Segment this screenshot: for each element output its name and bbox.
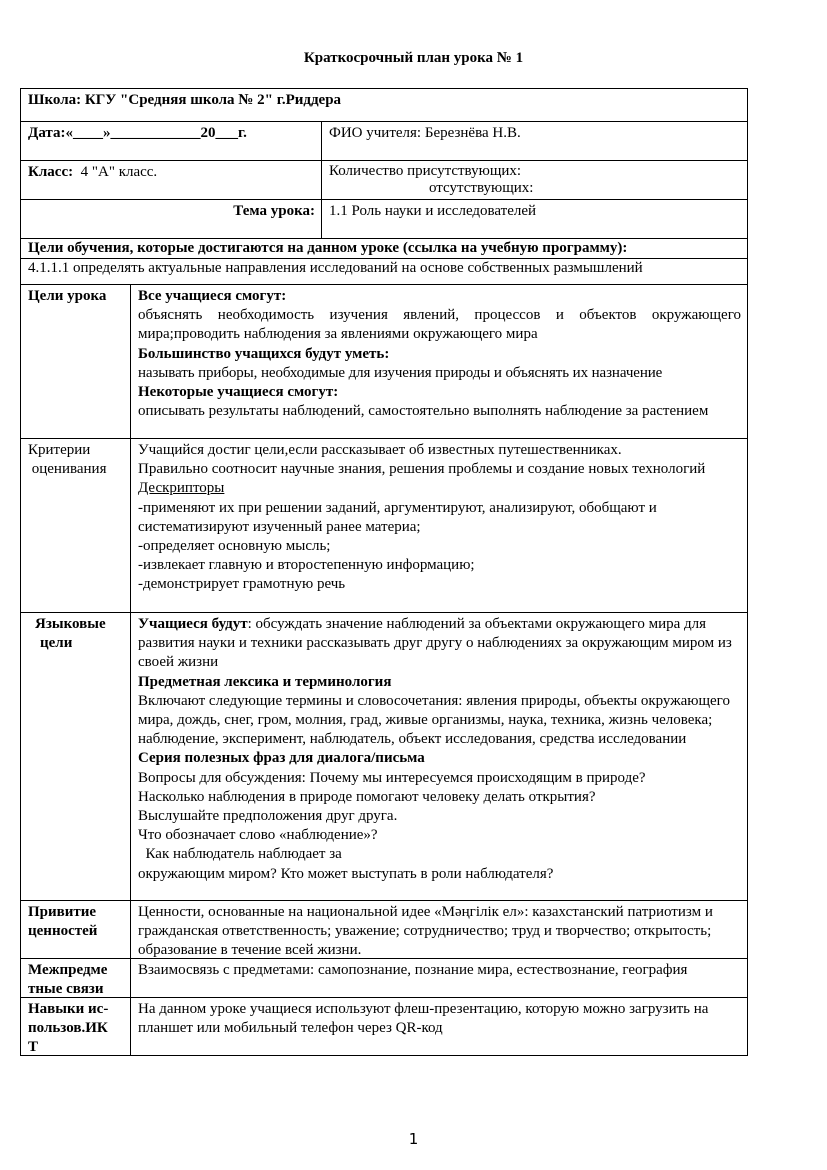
cross-curricular-row: [21, 959, 747, 998]
assessment-label: [21, 439, 130, 612]
ict-skills-row: [21, 998, 747, 1055]
phrase-item: Что обозначает слово «наблюдение»?: [138, 827, 378, 844]
assessment-label-line1: Критерии: [28, 442, 91, 458]
ict-skills-label-line1: Навыки ис-: [28, 1001, 109, 1017]
ict-skills-label-line3: Т: [28, 1039, 39, 1056]
date-teacher-row: [21, 122, 747, 161]
topic-value: 1.1 Роль науки и исследователей: [321, 200, 747, 238]
descriptor-item: -демонстрирует грамотную речь: [138, 576, 346, 593]
class-value: 4 "А" класс.: [73, 164, 158, 180]
document-title: Краткосрочный план урока № 1: [303, 50, 524, 66]
page-number: 1: [408, 1130, 419, 1148]
school-cell: Школа: КГУ "Средняя школа № 2" г.Риддера: [28, 92, 342, 108]
phrase-item: окружающим миром? Кто может выступать в роли наблюдателя?: [138, 865, 554, 882]
cross-curricular-label-line1: Межпредме: [28, 962, 108, 978]
language-goals-content: [130, 613, 747, 900]
learning-objectives-text: 4.1.1.1 определять актуальные направления исследований на основе собственных размышлений: [28, 260, 643, 276]
topic-row: [21, 200, 747, 239]
assessment-row: [21, 439, 747, 613]
all-students-text: объяснять необходимость изучения явлений, процессов и объектов окружающего мира;проводить наблюдения за явлениями окружающего мира: [138, 307, 741, 343]
learning-objectives-text-row: [21, 259, 747, 285]
vocab-text: Включают следующие термины и словосочетания: явления природы, объекты окружающего мира, дождь, снег, гром, молния, град, живые организмы, наука, техника, жизнь человека; наблюдение, эксперимент, наблюдатель, объект исследования, средства исследовании: [138, 692, 730, 748]
values-label-line1: Привитие: [28, 904, 97, 920]
cross-curricular-label: [21, 959, 130, 997]
lesson-plan-table: [20, 88, 748, 1056]
class-label: Класс:: [28, 164, 74, 180]
ict-skills-text: На данном уроке учащиеся используют флеш-презентацию, которую можно загрузить на планшет или мобильный телефон через QR-код: [130, 998, 747, 1055]
lesson-goals-row: [21, 285, 747, 439]
assessment-content: [130, 439, 747, 612]
language-goals-label: [21, 613, 130, 900]
learning-objectives-heading: Цели обучения, которые достигаются на данном уроке (ссылка на учебную программу):: [28, 240, 628, 256]
all-students-heading: Все учащиеся смогут:: [138, 288, 287, 304]
values-label-line2: ценностей: [28, 923, 98, 940]
most-students-text: называть приборы, необходимые для изучения природы и объяснять их назначение: [138, 364, 663, 381]
students-will-text: : обсуждать значение наблюдений за объектами окружающего мира для развития науки и техники рассказывать друг другу о наблюдениях за окружающим миром из своей жизни: [138, 616, 732, 671]
most-students-heading: Большинство учащихся будут уметь:: [138, 345, 390, 362]
school-row: [21, 89, 747, 122]
attendance-cell: [321, 161, 747, 199]
learning-objectives-heading-row: [21, 239, 747, 259]
descriptor-item: -определяет основную мысль;: [138, 538, 331, 555]
language-goals-label-line2: цели: [40, 635, 73, 652]
descriptor-item: -извлекает главную и второстепенную информацию;: [138, 557, 475, 574]
descriptors-heading: Дескрипторы: [138, 480, 225, 497]
some-students-heading: Некоторые учащиеся смогут:: [138, 384, 339, 401]
language-goals-row: [21, 613, 747, 901]
ict-skills-label: [21, 998, 130, 1055]
phrases-heading: Серия полезных фраз для диалога/письма: [138, 750, 425, 767]
class-cell: [21, 161, 321, 199]
some-students-text: описывать результаты наблюдений, самостоятельно выполнять наблюдение за растением: [138, 403, 709, 420]
phrase-item: Выслушайте предположения друг друга.: [138, 808, 398, 825]
class-attendance-row: [21, 161, 747, 200]
topic-label: Тема урока:: [233, 203, 315, 219]
vocab-heading: Предметная лексика и терминология: [138, 673, 392, 690]
attendance-present: Количество присутствующих:: [329, 163, 522, 179]
teacher-cell: ФИО учителя: Березнёва Н.В.: [321, 122, 747, 160]
assessment-line2: Правильно соотносит научные знания, решения проблемы и создание новых технологий: [138, 461, 706, 478]
phrase-item: Как наблюдатель наблюдает за: [138, 846, 342, 863]
lesson-goals-content: [130, 285, 747, 438]
phrase-item: Насколько наблюдения в природе помогают человеку делать открытия?: [138, 788, 596, 805]
values-label: [21, 901, 130, 958]
students-will-label: Учащиеся будут: [138, 616, 248, 632]
attendance-absent: отсутствующих:: [429, 180, 534, 196]
language-goals-label-line1: Языковые: [35, 616, 106, 632]
values-text: Ценности, основанные на национальной идее «Мәңгілік ел»: казахстанский патриотизм и гражданская ответственность; уважение; сотрудничество; труд и творчество; открытость; образование в течение всей жизни.: [130, 901, 747, 958]
assessment-label-line2: оценивания: [28, 461, 107, 478]
descriptor-item: -применяют их при решении заданий, аргументируют, анализируют, обобщают и систематизируют изученный ранее материа;: [138, 499, 657, 535]
students-will: [138, 615, 741, 673]
phrase-item: Вопросы для обсуждения: Почему мы интересуемся происходящим в природе?: [138, 769, 646, 786]
lesson-goals-label: Цели урока: [28, 288, 107, 304]
cross-curricular-text: Взаимосвязь с предметами: самопознание, познание мира, естествознание, география: [130, 959, 747, 997]
assessment-line1: Учащийся достиг цели,если рассказывает об известных путешественниках.: [138, 442, 622, 458]
cross-curricular-label-line2: тные связи: [28, 981, 104, 998]
values-row: [21, 901, 747, 959]
date-cell: Дата:«____»____________20___г.: [28, 125, 247, 141]
ict-skills-label-line2: пользов.ИК: [28, 1020, 108, 1037]
